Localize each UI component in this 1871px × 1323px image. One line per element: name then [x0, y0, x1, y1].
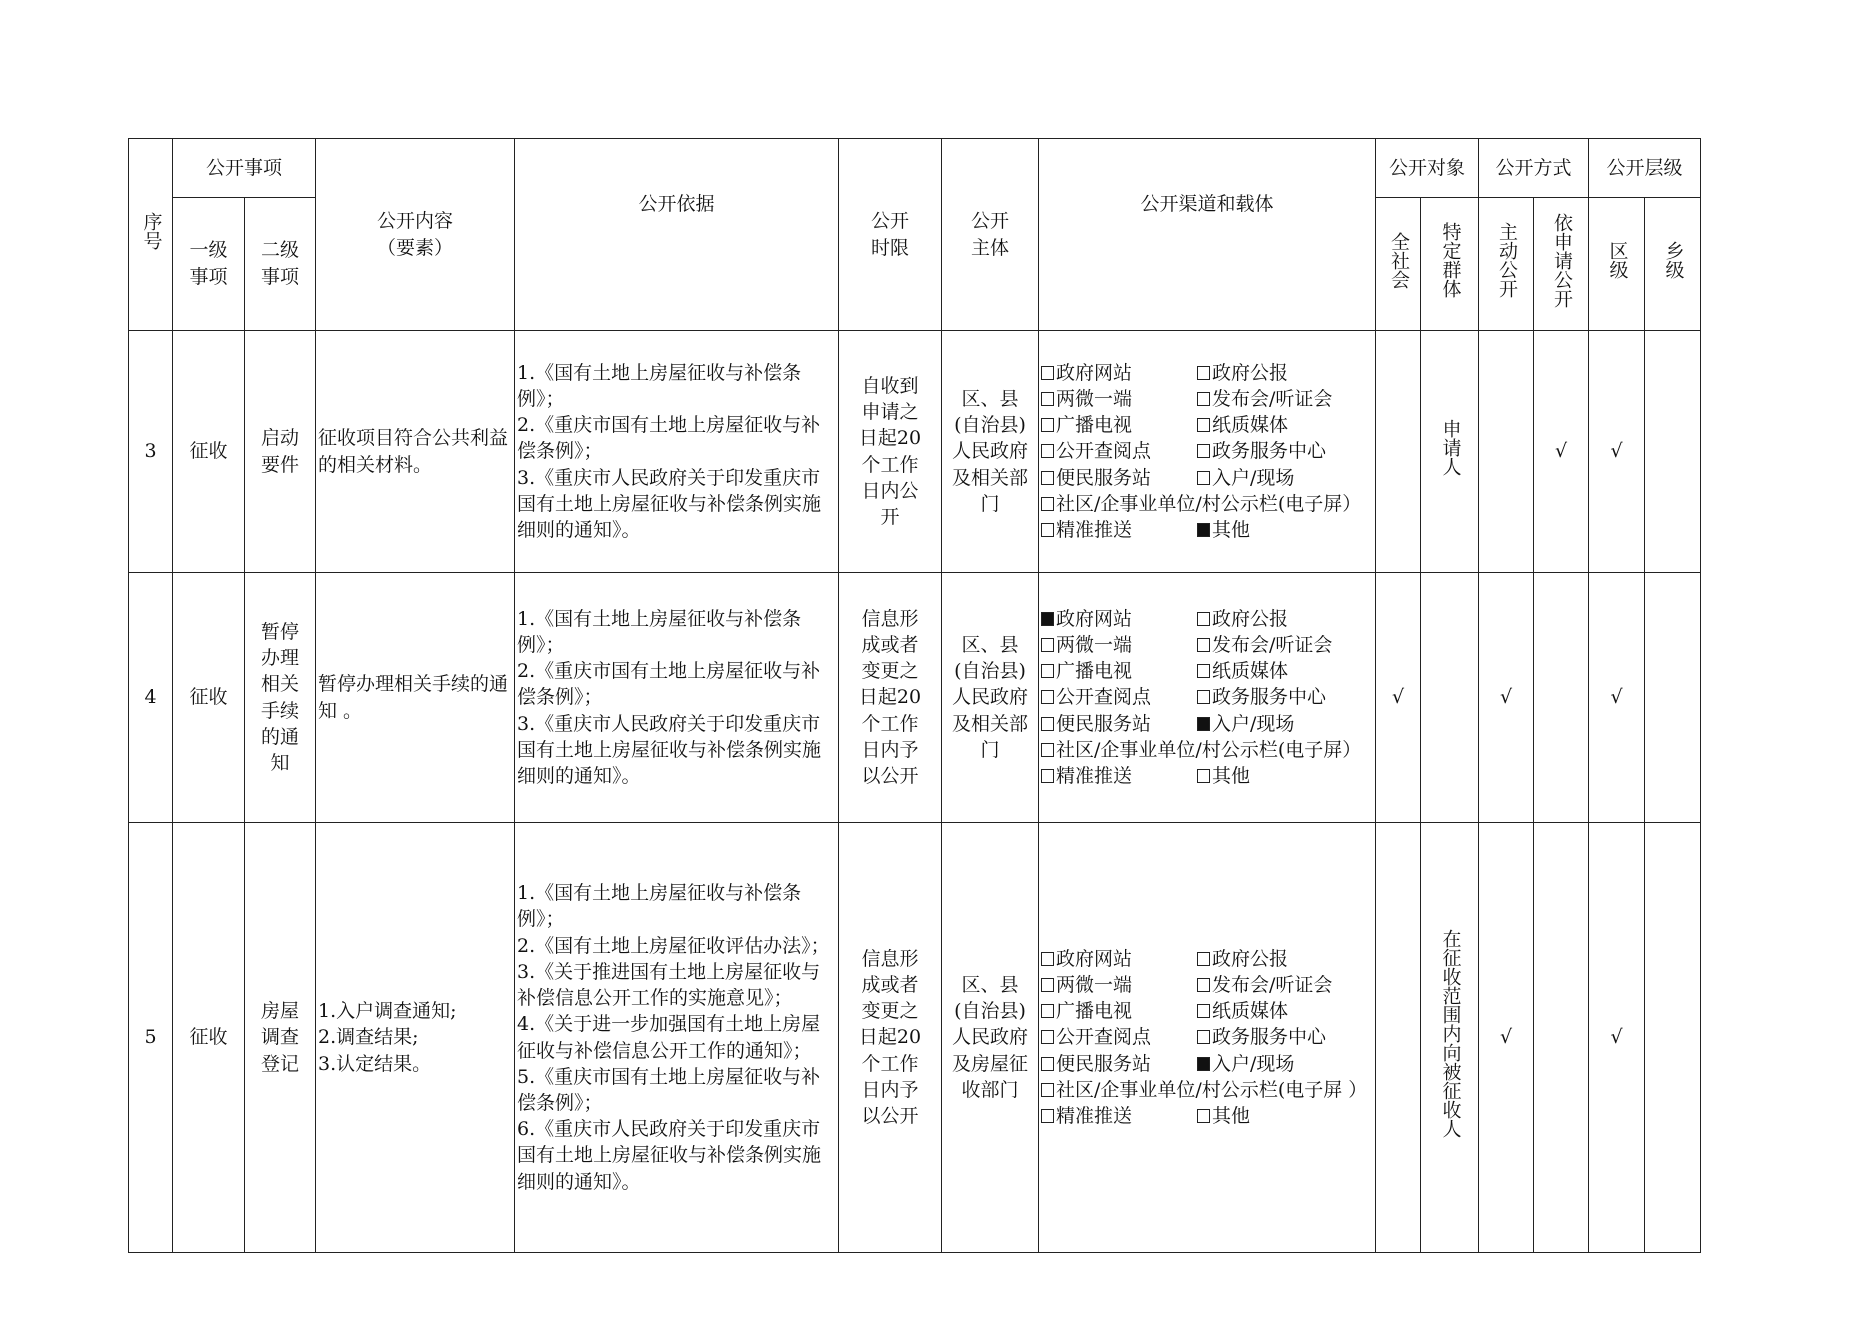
- checkbox-two-micro[interactable]: [1041, 392, 1054, 406]
- checkbox-other[interactable]: [1197, 1109, 1210, 1123]
- checkbox-door[interactable]: [1197, 717, 1210, 731]
- checkbox-gov-gazette[interactable]: [1197, 366, 1210, 380]
- checkbox-two-micro[interactable]: [1041, 978, 1054, 992]
- checkbox-gov-site[interactable]: [1041, 366, 1054, 380]
- row-basis: [515, 823, 839, 1253]
- basis-item: 3.《关于推进国有土地上房屋征收与补偿信息公开工作的实施意见》；: [517, 960, 821, 1010]
- row-method-active: √: [1479, 573, 1534, 823]
- checkbox-door[interactable]: [1197, 1057, 1210, 1071]
- header-level1: 一级 事项: [173, 198, 245, 331]
- disclosure-table: [128, 138, 1701, 1253]
- checkbox-reading[interactable]: [1041, 444, 1054, 458]
- checkbox-convenience[interactable]: [1041, 1057, 1054, 1071]
- checkbox-gov-gazette[interactable]: [1197, 952, 1210, 966]
- header-level-town: 乡级: [1645, 198, 1701, 331]
- row-time-limit: 自收到申请之日起20个工作日内公开: [839, 331, 942, 573]
- basis-item: 5.《重庆市国有土地上房屋征收与补偿条例》；: [517, 1065, 821, 1114]
- checkbox-other[interactable]: [1197, 769, 1210, 783]
- basis-item: 1.《国有土地上房屋征收与补偿条例》；: [517, 607, 802, 656]
- row-time-limit: 信息形成或者变更之日起20个工作日内予以公开: [839, 573, 942, 823]
- basis-item: 2.《重庆市国有土地上房屋征收与补偿条例》；: [517, 660, 821, 709]
- row-channels: 政府网站 政府公报 两微一端 发布会/听证会 广播电视 纸质媒体 公开查阅点 政务服务中心 便民服务站 入户/现场 社区/企事业单位/村公示栏(电子屏） 精准推送 其他: [1039, 331, 1376, 573]
- row-level-district: √: [1589, 823, 1645, 1253]
- content-item: 1.入户调查通知;: [318, 1000, 457, 1023]
- checkbox-radio-tv[interactable]: [1041, 418, 1054, 432]
- checkbox-other[interactable]: [1197, 523, 1210, 537]
- header-method-request: 依申请公开: [1534, 198, 1589, 331]
- row-channels: 政府网站 政府公报 两微一端 发布会/听证会 广播电视 纸质媒体 公开查阅点 政务服务中心 便民服务站 入户/现场 社区/企事业单位/村公示栏(电子屏） 精准推送 其他: [1039, 573, 1376, 823]
- row-level1: 征收: [173, 573, 245, 823]
- row-seq: 5: [129, 823, 173, 1253]
- row-basis: [515, 331, 839, 573]
- checkbox-service-center[interactable]: [1197, 690, 1210, 704]
- row-target-all: √: [1376, 573, 1421, 823]
- checkbox-reading[interactable]: [1041, 690, 1054, 704]
- checkbox-reading[interactable]: [1041, 1030, 1054, 1044]
- row-level2: 房屋 调查 登记: [245, 823, 316, 1253]
- row-level1: 征收: [173, 331, 245, 573]
- checkbox-convenience[interactable]: [1041, 471, 1054, 485]
- row-target-all: [1376, 331, 1421, 573]
- row-target-specific: [1421, 573, 1479, 823]
- header-target-group: 公开对象: [1376, 139, 1479, 198]
- content-item: 2.调查结果;: [318, 1026, 419, 1049]
- row-level2: 启动 要件: [245, 331, 316, 573]
- content-item: 3.认定结果。: [318, 1052, 432, 1075]
- header-target-all: 全社会: [1376, 198, 1421, 331]
- header-channels: 公开渠道和载体: [1039, 139, 1376, 331]
- basis-item: 1.《国有土地上房屋征收与补偿条例》；: [517, 361, 802, 410]
- header-time-limit: 公开 时限: [839, 139, 942, 331]
- header-content: 公开内容 （要素）: [316, 139, 515, 331]
- header-method-active: 主动公开: [1479, 198, 1534, 331]
- checkbox-convenience[interactable]: [1041, 717, 1054, 731]
- row-content: 暂停办理相关手续的通知 。: [316, 573, 515, 823]
- row-level1: 征收: [173, 823, 245, 1253]
- checkbox-community[interactable]: [1041, 497, 1054, 511]
- header-method-group: 公开方式: [1479, 139, 1589, 198]
- checkbox-press[interactable]: [1197, 392, 1210, 406]
- checkbox-paper[interactable]: [1197, 418, 1210, 432]
- basis-item: 6.《重庆市人民政府关于印发重庆市国有土地上房屋征收与补偿条例实施细则的通知》。: [517, 1118, 822, 1193]
- row-level-town: [1645, 331, 1701, 573]
- checkbox-community[interactable]: [1041, 1083, 1054, 1097]
- row-target-specific: 在征收范围内向被征收人: [1421, 823, 1479, 1253]
- row-seq: 3: [129, 331, 173, 573]
- checkbox-press[interactable]: [1197, 978, 1210, 992]
- header-target-specific: 特定群体: [1421, 198, 1479, 331]
- row-level2: 暂停办理相关手续的通知: [245, 573, 316, 823]
- header-level2: 二级 事项: [245, 198, 316, 331]
- basis-item: 3.《重庆市人民政府关于印发重庆市国有土地上房屋征收与补偿条例实施细则的通知》。: [517, 712, 822, 788]
- checkbox-paper[interactable]: [1197, 1004, 1210, 1018]
- row-target-all: [1376, 823, 1421, 1253]
- row-channels: 政府网站 政府公报 两微一端 发布会/听证会 广播电视 纸质媒体 公开查阅点 政务服务中心 便民服务站 入户/现场 社区/企事业单位/村公示栏(电子屏 ） 精准推送 其他: [1039, 823, 1376, 1253]
- row-target-specific: 申请人: [1421, 331, 1479, 573]
- table-row: [129, 823, 1701, 1253]
- row-level-town: [1645, 823, 1701, 1253]
- row-basis: [515, 573, 839, 823]
- basis-item: 2.《国有土地上房屋征收评估办法》；: [517, 934, 830, 957]
- checkbox-radio-tv[interactable]: [1041, 1004, 1054, 1018]
- checkbox-gov-gazette[interactable]: [1197, 612, 1210, 626]
- row-method-request: [1534, 823, 1589, 1253]
- header-level-district: 区级: [1589, 198, 1645, 331]
- row-seq: 4: [129, 573, 173, 823]
- table-row: [129, 331, 1701, 573]
- table-row: [129, 573, 1701, 823]
- row-method-request: [1534, 573, 1589, 823]
- checkbox-radio-tv[interactable]: [1041, 664, 1054, 678]
- checkbox-two-micro[interactable]: [1041, 638, 1054, 652]
- basis-item: 4.《关于进一步加强国有土地上房屋征收与补偿信息公开工作的通知》；: [517, 1013, 821, 1062]
- row-level-district: √: [1589, 573, 1645, 823]
- row-content: [316, 823, 515, 1253]
- checkbox-precise[interactable]: [1041, 1109, 1054, 1123]
- header-basis: 公开依据: [515, 139, 839, 331]
- basis-item: 2.《重庆市国有土地上房屋征收与补偿条例》；: [517, 414, 821, 463]
- checkbox-precise[interactable]: [1041, 769, 1054, 783]
- basis-item: 1.《国有土地上房屋征收与补偿条例》；: [517, 882, 802, 931]
- header-seq: 序号: [129, 139, 173, 331]
- checkbox-gov-site[interactable]: [1041, 612, 1054, 626]
- header-level-group: 公开层级: [1589, 139, 1701, 198]
- row-method-active: √: [1479, 823, 1534, 1253]
- header-item-group: 公开事项: [173, 139, 316, 198]
- checkbox-community[interactable]: [1041, 743, 1054, 757]
- row-subject: 区、县(自治县)人民政府及房屋征收部门: [942, 823, 1039, 1253]
- row-level-district: √: [1589, 331, 1645, 573]
- row-subject: 区、县(自治县)人民政府及相关部门: [942, 573, 1039, 823]
- row-subject: 区、县(自治县)人民政府及相关部门: [942, 331, 1039, 573]
- checkbox-precise[interactable]: [1041, 523, 1054, 537]
- row-method-request: √: [1534, 331, 1589, 573]
- checkbox-press[interactable]: [1197, 638, 1210, 652]
- checkbox-paper[interactable]: [1197, 664, 1210, 678]
- row-method-active: [1479, 331, 1534, 573]
- checkbox-service-center[interactable]: [1197, 1030, 1210, 1044]
- basis-item: 3.《重庆市人民政府关于印发重庆市国有土地上房屋征收与补偿条例实施细则的通知》。: [517, 466, 822, 542]
- checkbox-service-center[interactable]: [1197, 444, 1210, 458]
- row-time-limit: 信息形成或者变更之日起20个工作日内予以公开: [839, 823, 942, 1253]
- row-level-town: [1645, 573, 1701, 823]
- row-content: 征收项目符合公共利益的相关材料。: [316, 331, 515, 573]
- header-subject: 公开 主体: [942, 139, 1039, 331]
- checkbox-door[interactable]: [1197, 471, 1210, 485]
- checkbox-gov-site[interactable]: [1041, 952, 1054, 966]
